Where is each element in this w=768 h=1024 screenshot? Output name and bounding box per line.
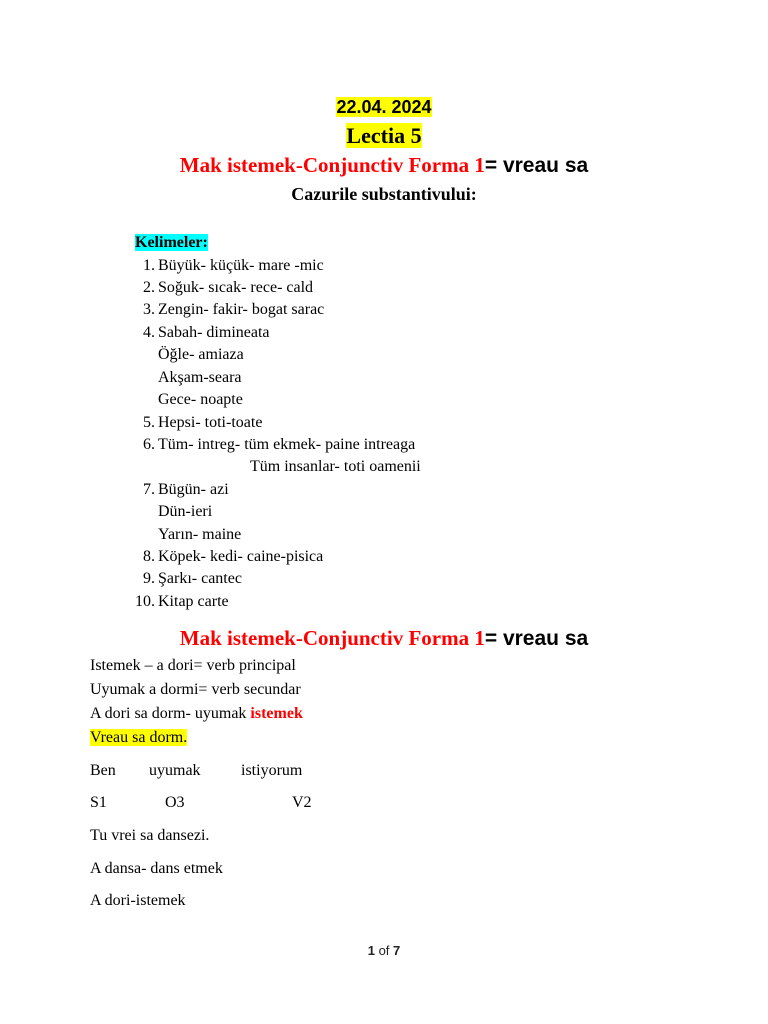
- grammar-tag: S1: [90, 794, 107, 811]
- text-line: Uyumak a dormi= verb secundar: [90, 681, 301, 698]
- text-line: A dori-istemek: [90, 892, 186, 909]
- date-line: [0, 96, 768, 118]
- grammar-tag: V2: [292, 794, 312, 811]
- section2-title-red: Mak istemek-Conjunctiv Forma 1: [179, 626, 485, 650]
- main-title-black: = vreau sa: [484, 154, 589, 177]
- sentence-word: Ben: [90, 762, 116, 779]
- grammar-tag: O3: [165, 794, 185, 811]
- text-line: A dori sa dorm- uyumak istemek: [90, 705, 303, 722]
- main-title: [0, 152, 768, 179]
- highlighted-word: istemek: [250, 705, 303, 722]
- page-indicator: [0, 942, 768, 960]
- page-of: of: [378, 943, 390, 958]
- lesson-title: Lectia 5: [346, 123, 422, 148]
- text-line: Istemek – a dori= verb principal: [90, 657, 296, 674]
- sentence-word: uyumak: [149, 762, 201, 779]
- sentence-word: istiyorum: [241, 762, 303, 779]
- date-text: 22.04. 2024: [336, 97, 432, 117]
- highlighted-sentence: Vreau sa dorm.: [90, 729, 188, 746]
- document-page: 22.04. 2024 Lectia 5 Mak istemek-Conjunctiv Forma 1= vreau sa Cazurile substantivului: Kelimeler: 1. Büyük- küçük- mare -mic 2. Soğuk- sıcak- rece- cald 3. Zengin- fakir- bogat sarac 4. Sabah- dimineata Öğle- amiaza Akşam-seara Gece- noapte 5. Hepsi- toti-toate 6. Tüm- intreg- tüm ekmek- paine intreaga Tüm insanlar- toti oamenii 7. Bügün- azi Dün-ieri Yarın- maine 8. Köpek- kedi- caine-pisica 9. Şarkı- cantec 10. Kitap carte Mak istemek-Conjunctiv Forma 1= vreau sa Istemek – a dori= verb principal Uyumak a dormi= verb secundar A dori sa dorm- uyumak istemek Vreau sa dorm. Ben uyumak istiyorum S1 O3 V2 Tu vrei sa dansezi. A dansa- dans etmek A dori-istemek 1 of 7: [0, 0, 768, 1024]
- section2-title-black: = vreau sa: [484, 627, 589, 650]
- text-line: Tu vrei sa dansezi.: [90, 827, 210, 844]
- subtitle: Cazurile substantivului:: [291, 184, 477, 204]
- text-line: A dansa- dans etmek: [90, 860, 223, 877]
- lesson-line: [0, 123, 768, 149]
- page-total: 7: [393, 943, 401, 958]
- text-line: [90, 727, 187, 749]
- section2-title: [0, 625, 768, 652]
- page-current: 1: [367, 943, 375, 958]
- main-title-red: Mak istemek-Conjunctiv Forma 1: [179, 153, 485, 177]
- vocab-heading: Kelimeler:: [135, 234, 208, 251]
